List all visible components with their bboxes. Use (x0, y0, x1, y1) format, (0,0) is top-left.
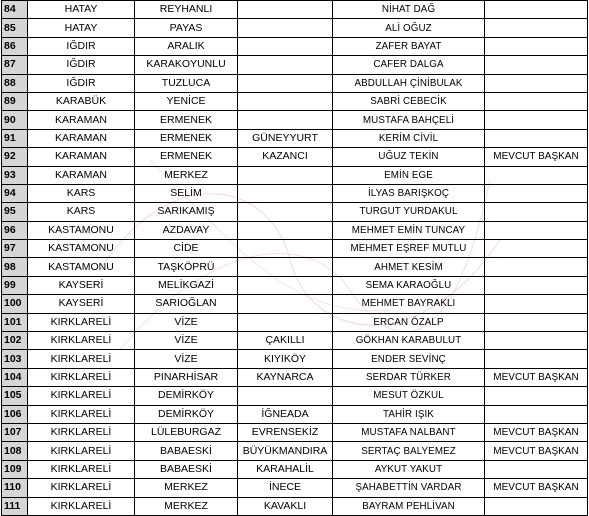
town-cell: İĞNEADA (238, 405, 333, 423)
candidate-name-cell: TAHİR IŞIK (333, 405, 485, 423)
row-number: 91 (2, 129, 28, 147)
status-cell (485, 184, 588, 202)
row-number: 104 (2, 368, 28, 386)
city-cell: HATAY (28, 19, 135, 37)
status-cell (485, 240, 588, 258)
town-cell: KAVAKLI (238, 497, 333, 515)
status-cell (485, 166, 588, 184)
candidate-name-cell: EMİN EGE (333, 166, 485, 184)
candidate-name-cell: AYKUT YAKUT (333, 460, 485, 478)
district-cell: PINARHİSAR (135, 368, 238, 386)
candidate-name-cell: ALİ OĞUZ (333, 19, 485, 37)
candidate-name-cell: SERTAÇ BALYEMEZ (333, 442, 485, 460)
table-row (2, 166, 588, 184)
city-cell: KAYSERİ (28, 276, 135, 294)
table-row (2, 184, 588, 202)
table-row (2, 313, 588, 331)
candidate-table-body (2, 1, 588, 516)
status-cell (485, 92, 588, 110)
town-cell (238, 92, 333, 110)
candidate-name-cell: ERCAN ÖZALP (333, 313, 485, 331)
town-cell: KAYNARCA (238, 368, 333, 386)
city-cell: KASTAMONU (28, 221, 135, 239)
city-cell: KARAMAN (28, 129, 135, 147)
district-cell: REYHANLI (135, 1, 238, 19)
district-cell: MERKEZ (135, 479, 238, 497)
table-row (2, 258, 588, 276)
row-number: 111 (2, 497, 28, 515)
district-cell: SARIOĞLAN (135, 295, 238, 313)
candidate-name-cell: MUSTAFA NALBANT (333, 423, 485, 441)
town-cell (238, 276, 333, 294)
candidate-name-cell: SERDAR TÜRKER (333, 368, 485, 386)
row-number: 105 (2, 387, 28, 405)
district-cell: LÜLEBURGAZ (135, 423, 238, 441)
candidate-name-cell: SABRİ CEBECİK (333, 92, 485, 110)
status-cell (485, 387, 588, 405)
candidate-name-cell: İLYAS BARIŞKOÇ (333, 184, 485, 202)
city-cell: KIRKLARELİ (28, 497, 135, 515)
city-cell: HATAY (28, 1, 135, 19)
table-row (2, 56, 588, 74)
status-cell (485, 497, 588, 515)
district-cell: SELİM (135, 184, 238, 202)
district-cell: DEMİRKÖY (135, 405, 238, 423)
row-number: 108 (2, 442, 28, 460)
row-number: 85 (2, 19, 28, 37)
town-cell (238, 74, 333, 92)
city-cell: IĞDIR (28, 56, 135, 74)
status-cell (485, 313, 588, 331)
district-cell: VİZE (135, 350, 238, 368)
city-cell: KIRKLARELİ (28, 313, 135, 331)
district-cell: BABAESKİ (135, 442, 238, 460)
district-cell: MERKEZ (135, 166, 238, 184)
table-row (2, 1, 588, 19)
candidate-name-cell: MESUT ÖZKUL (333, 387, 485, 405)
table-row (2, 19, 588, 37)
candidate-name-cell: NİHAT DAĞ (333, 1, 485, 19)
district-cell: ERMENEK (135, 111, 238, 129)
town-cell (238, 295, 333, 313)
row-number: 92 (2, 148, 28, 166)
city-cell: KARAMAN (28, 111, 135, 129)
candidate-name-cell: ŞAHABETTİN VARDAR (333, 479, 485, 497)
district-cell: TUZLUCA (135, 74, 238, 92)
row-number: 87 (2, 56, 28, 74)
row-number: 89 (2, 92, 28, 110)
status-cell (485, 56, 588, 74)
city-cell: KARAMAN (28, 166, 135, 184)
town-cell (238, 258, 333, 276)
row-number: 88 (2, 74, 28, 92)
district-cell: ERMENEK (135, 148, 238, 166)
row-number: 90 (2, 111, 28, 129)
district-cell: PAYAS (135, 19, 238, 37)
town-cell: KIYIKÖY (238, 350, 333, 368)
table-row (2, 423, 588, 441)
city-cell: KIRKLARELİ (28, 479, 135, 497)
district-cell: AZDAVAY (135, 221, 238, 239)
town-cell: EVRENSEKİZ (238, 423, 333, 441)
table-row (2, 295, 588, 313)
row-number: 98 (2, 258, 28, 276)
city-cell: KIRKLARELİ (28, 368, 135, 386)
table-row (2, 368, 588, 386)
row-number: 110 (2, 479, 28, 497)
row-number: 107 (2, 423, 28, 441)
city-cell: KIRKLARELİ (28, 460, 135, 478)
candidate-name-cell: MEHMET BAYRAKLI (333, 295, 485, 313)
city-cell: KIRKLARELİ (28, 350, 135, 368)
status-cell (485, 37, 588, 55)
city-cell: KAYSERİ (28, 295, 135, 313)
city-cell: KIRKLARELİ (28, 387, 135, 405)
city-cell: KIRKLARELİ (28, 332, 135, 350)
town-cell (238, 221, 333, 239)
city-cell: KIRKLARELİ (28, 442, 135, 460)
row-number: 95 (2, 203, 28, 221)
candidate-name-cell: UĞUZ TEKİN (333, 148, 485, 166)
status-cell (485, 129, 588, 147)
table-row (2, 479, 588, 497)
town-cell (238, 203, 333, 221)
district-cell: CİDE (135, 240, 238, 258)
candidate-name-cell: MEHMET EMİN TUNCAY (333, 221, 485, 239)
table-row (2, 405, 588, 423)
candidate-name-cell: ENDER SEVİNÇ (333, 350, 485, 368)
candidate-name-cell: ABDULLAH ÇİNİBULAK (333, 74, 485, 92)
row-number: 106 (2, 405, 28, 423)
city-cell: KARABÜK (28, 92, 135, 110)
candidate-name-cell: AHMET KESİM (333, 258, 485, 276)
town-cell (238, 37, 333, 55)
table-row (2, 74, 588, 92)
district-cell: MERKEZ (135, 497, 238, 515)
table-row (2, 129, 588, 147)
town-cell: ÇAKILLI (238, 332, 333, 350)
row-number: 99 (2, 276, 28, 294)
row-number: 101 (2, 313, 28, 331)
status-cell: MEVCUT BAŞKAN (485, 368, 588, 386)
status-cell (485, 405, 588, 423)
status-cell (485, 221, 588, 239)
status-cell (485, 258, 588, 276)
town-cell (238, 387, 333, 405)
candidate-name-cell: MEHMET EŞREF MUTLU (333, 240, 485, 258)
town-cell (238, 19, 333, 37)
district-cell: MELİKGAZİ (135, 276, 238, 294)
candidate-name-cell: SEMA KARAOĞLU (333, 276, 485, 294)
table-row (2, 276, 588, 294)
district-cell: BABAESKİ (135, 460, 238, 478)
status-cell (485, 332, 588, 350)
district-cell: VİZE (135, 332, 238, 350)
row-number: 97 (2, 240, 28, 258)
status-cell: MEVCUT BAŞKAN (485, 442, 588, 460)
town-cell: KARAHALİL (238, 460, 333, 478)
town-cell (238, 1, 333, 19)
town-cell (238, 240, 333, 258)
candidate-name-cell: CAFER DALGA (333, 56, 485, 74)
candidate-name-cell: KERİM CİVİL (333, 129, 485, 147)
status-cell (485, 276, 588, 294)
district-cell: VİZE (135, 313, 238, 331)
status-cell: MEVCUT BAŞKAN (485, 148, 588, 166)
town-cell (238, 111, 333, 129)
status-cell (485, 19, 588, 37)
district-cell: YENİCE (135, 92, 238, 110)
city-cell: KASTAMONU (28, 240, 135, 258)
district-cell: ERMENEK (135, 129, 238, 147)
table-row (2, 92, 588, 110)
district-cell: DEMİRKÖY (135, 387, 238, 405)
district-cell: TAŞKÖPRÜ (135, 258, 238, 276)
table-row (2, 240, 588, 258)
district-cell: ARALIK (135, 37, 238, 55)
candidate-name-cell: TURGUT YURDAKUL (333, 203, 485, 221)
district-cell: KARAKOYUNLU (135, 56, 238, 74)
status-cell (485, 460, 588, 478)
row-number: 93 (2, 166, 28, 184)
city-cell: IĞDIR (28, 37, 135, 55)
table-row (2, 350, 588, 368)
town-cell: GÜNEYYURT (238, 129, 333, 147)
status-cell: MEVCUT BAŞKAN (485, 423, 588, 441)
status-cell (485, 1, 588, 19)
candidate-name-cell: MUSTAFA BAHÇELİ (333, 111, 485, 129)
city-cell: KIRKLARELİ (28, 423, 135, 441)
candidate-name-cell: BAYRAM PEHLİVAN (333, 497, 485, 515)
city-cell: KARS (28, 184, 135, 202)
status-cell (485, 295, 588, 313)
city-cell: KARAMAN (28, 148, 135, 166)
status-cell (485, 350, 588, 368)
city-cell: KARS (28, 203, 135, 221)
district-cell: SARIKAMIŞ (135, 203, 238, 221)
table-row (2, 203, 588, 221)
table-row (2, 37, 588, 55)
town-cell: İNECE (238, 479, 333, 497)
status-cell (485, 74, 588, 92)
city-cell: IĞDIR (28, 74, 135, 92)
town-cell (238, 166, 333, 184)
city-cell: KASTAMONU (28, 258, 135, 276)
town-cell (238, 313, 333, 331)
table-row (2, 387, 588, 405)
status-cell (485, 111, 588, 129)
row-number: 109 (2, 460, 28, 478)
row-number: 86 (2, 37, 28, 55)
status-cell: MEVCUT BAŞKAN (485, 479, 588, 497)
table-row (2, 221, 588, 239)
table-row (2, 460, 588, 478)
town-cell: BÜYÜKMANDIRA (238, 442, 333, 460)
table-row (2, 332, 588, 350)
status-cell (485, 203, 588, 221)
candidate-name-cell: ZAFER BAYAT (333, 37, 485, 55)
town-cell (238, 56, 333, 74)
table-row (2, 497, 588, 515)
row-number: 94 (2, 184, 28, 202)
table-row (2, 442, 588, 460)
city-cell: KIRKLARELİ (28, 405, 135, 423)
town-cell (238, 184, 333, 202)
row-number: 84 (2, 1, 28, 19)
table-row (2, 111, 588, 129)
row-number: 100 (2, 295, 28, 313)
candidate-table (1, 0, 588, 516)
row-number: 102 (2, 332, 28, 350)
town-cell: KAZANCI (238, 148, 333, 166)
row-number: 103 (2, 350, 28, 368)
candidate-name-cell: GÖKHAN KARABULUT (333, 332, 485, 350)
table-row (2, 148, 588, 166)
row-number: 96 (2, 221, 28, 239)
